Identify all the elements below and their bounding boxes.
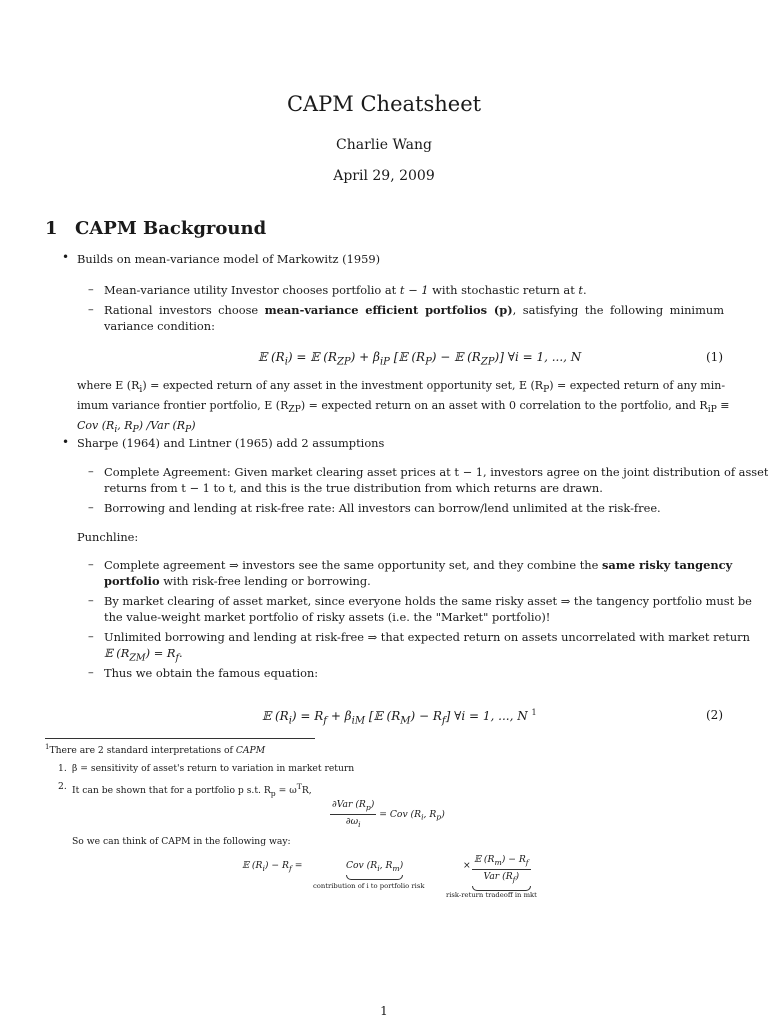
dash-mark: – [88, 557, 94, 571]
footnote-item-2-number: 2. [58, 781, 67, 792]
underbrace-1 [346, 875, 403, 880]
dash-mark: – [88, 665, 94, 679]
section-title: CAPM Background [75, 218, 267, 239]
item-rational-investors: Rational investors choose mean-variance efficient portfolios (p), satisfying the following minimum variance condition: [104, 303, 725, 333]
document-date: April 29, 2009 [333, 168, 435, 184]
punchline-label: Punchline: [77, 530, 139, 544]
risk-return-ratio: $\frac{𝔼 (R_m) - R_f}{Var (R_f)}$ [472, 853, 531, 891]
item-borrowing-lending: Borrowing and lending at risk-free rate: All investors can borrow/lend unlimited at the risk-free. [104, 501, 661, 515]
punchline-item-2: By market clearing of asset market, since everyone holds the same risky asset ⇒ the tangency portfolio must be the value-weight market portfolio of risky assets (i.e. the "Market" portfolio)! [104, 594, 752, 624]
covariance-term: Cov ($R_i$, $R_m$) [346, 859, 403, 880]
bullet-dot: • [62, 250, 70, 264]
dash-mark: – [88, 629, 94, 643]
document-title: CAPM Cheatsheet [286, 92, 482, 116]
section-heading [45, 218, 266, 239]
footnote-item-2: It can be shown that for a portfolio p s.t. $R_p = \omega^TR$, [72, 782, 312, 798]
footnote-rule [45, 738, 315, 739]
equation-1: 𝔼 $(R_i)$ = 𝔼 $(R_{ZP}) + \beta_{iP}$ [𝔼 $(R_P)$ − 𝔼 $(R_{ZP})$] ∀i = 1, ..., N [258, 350, 582, 368]
dash-mark: – [88, 302, 94, 316]
dash-mark: – [88, 500, 94, 514]
dash-mark: – [88, 593, 94, 607]
item-complete-agreement: Complete Agreement: Given market clearing asset prices at t − 1, investors agree on the joint distribution of asset returns from t − 1 to t, and this is the true distribution from which returns are drawn. [104, 465, 768, 495]
derivative-fraction: $\frac{\partial Var (R_p)}{\partial\omega_i}$ [332, 799, 375, 829]
footnote-heading: $^1$There are 2 standard interpretations of CAPM [45, 743, 266, 757]
equation-2: 𝔼 $(R_i) = R_f + \beta_{iM}$ [𝔼 $(R_M) - R_f$] ∀i = 1, ..., N $^1$ [262, 708, 537, 727]
bullet-dot: • [62, 435, 70, 449]
underbrace-label-1: contribution of i to portfolio risk [313, 882, 425, 890]
underbrace-2 [472, 886, 531, 891]
bullet-sharpe-lintner: Sharpe (1964) and Lintner (1965) add 2 assumptions [77, 436, 385, 450]
punchline-item-1: Complete agreement ⇒ investors see the same opportunity set, and they combine the same risky tangency portfolio with risk-free lending or borrowing. [104, 558, 733, 588]
footnote-ref: 1 [531, 708, 537, 717]
dash-mark: – [88, 464, 94, 478]
item-mean-variance: Mean-variance utility Investor chooses portfolio at t − 1 with stochastic return at t. [104, 283, 587, 297]
punchline-item-3: Unlimited borrowing and lending at risk-free ⇒ that expected return on assets uncorrelated with market return 𝔼 $(R_{ZM}) = R_f$. [104, 630, 750, 664]
derivative-equation: $\frac{\partial Var (R_p)}{\partial\omega_i}$ = Cov ($R_i$, $R_p$) [332, 799, 445, 829]
equation-2-number: (2) [706, 708, 723, 722]
author-name: Charlie Wang [336, 137, 432, 153]
equation-1-number: (1) [706, 350, 723, 364]
footnote-item-1: β = sensitivity of asset's return to variation in market return [72, 763, 355, 774]
page-number: 1 [380, 1004, 388, 1018]
punchline-item-4: Thus we obtain the famous equation: [104, 666, 319, 680]
dash-mark: – [88, 282, 94, 296]
underbrace-label-2: risk-return tradeoff in mkt [446, 891, 537, 899]
bullet-markowitz: Builds on mean-variance model of Markowitz (1959) [77, 252, 381, 266]
times-sign: × [463, 860, 471, 871]
footnote-so-we: So we can think of CAPM in the following way: [72, 836, 291, 847]
section-number: 1 [45, 218, 58, 239]
capm-decomposition-lhs: 𝔼 $(R_i) - R_f$ = [242, 860, 303, 873]
footnote-item-1-number: 1. [58, 763, 67, 774]
where-paragraph: where E $(R_i)$ = expected return of any asset in the investment opportunity set, E $(R_P)$ = expected return of any min- imum variance frontier portfolio, E $(R_{ZP})$ = expected return on an asset with 0 correlation to the portfolio, and $R_{iP}$ ≡ Cov ($R_i$, $R_P$) /Var $(R_P)$ [77, 379, 730, 436]
